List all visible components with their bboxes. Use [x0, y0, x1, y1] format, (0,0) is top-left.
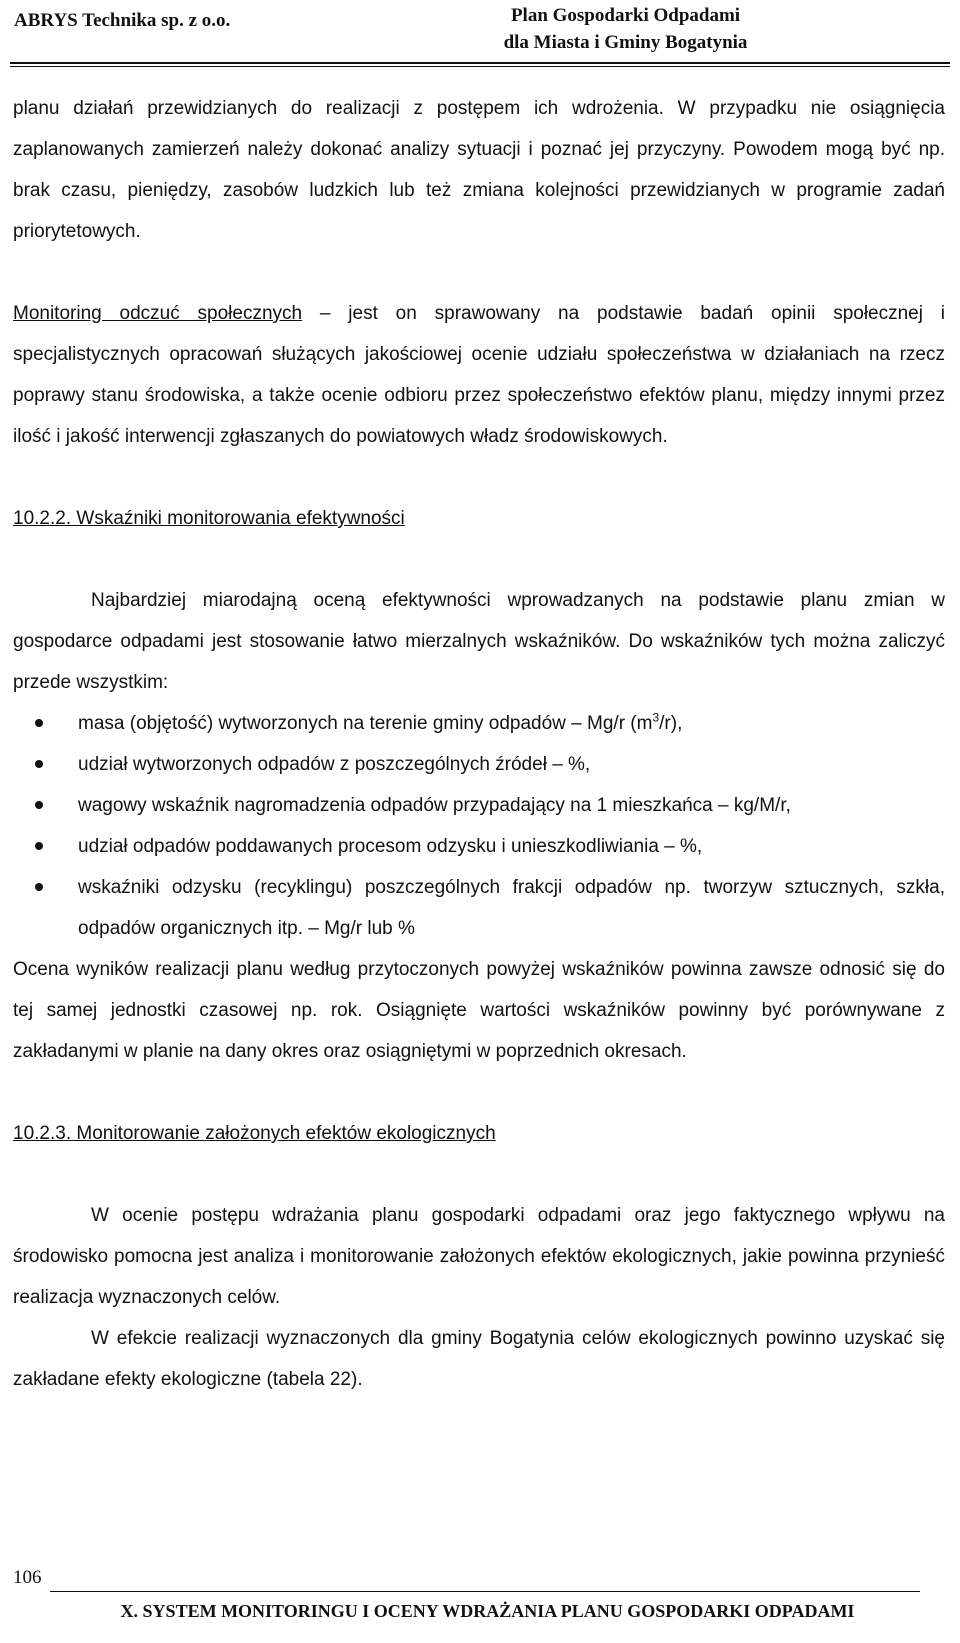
spacer — [13, 1072, 945, 1113]
footer-rule — [50, 1591, 920, 1592]
section-heading-text: 10.2.2. Wskaźniki monitorowania efektywności — [13, 508, 405, 529]
document-title-line-1: Plan Gospodarki Odpadami — [510, 5, 741, 26]
list-item — [13, 826, 945, 867]
list-item — [13, 703, 945, 744]
list-item-text: wagowy wskaźnik nagromadzenia odpadów przypadający na 1 mieszkańca – kg/M/r, — [78, 795, 791, 816]
bullet-icon — [35, 760, 43, 768]
section-heading-10-2-2 — [13, 498, 945, 539]
header-rule — [10, 62, 950, 64]
page-header — [0, 0, 960, 72]
document-title-line-2: dla Miasta i Gminy Bogatynia — [503, 32, 748, 53]
company-name: ABRYS Technika sp. z o.o. — [14, 10, 231, 31]
list-item-text: wskaźniki odzysku (recyklingu) poszczególnych frakcji odpadów np. tworzyw sztucznych, szkła, odpadów organicznych itp. – Mg/r lub % — [78, 877, 945, 939]
monitoring-paragraph — [13, 293, 945, 457]
bullet-icon — [35, 719, 43, 727]
header-rule-thin — [10, 66, 950, 67]
page-body — [13, 88, 945, 1400]
chapter-title: X. SYSTEM MONITORINGU I OCENY WDRAŻANIA PLANU GOSPODARKI ODPADAMI — [120, 1601, 855, 1621]
indicators-paragraph: Najbardziej miarodajną oceną efektywności wprowadzanych na podstawie planu zmian w gospodarce odpadami jest stosowanie łatwo mierzalnych wskaźników. Do wskaźników tych można zaliczyć przede wszystkim: — [13, 590, 945, 693]
spacer — [13, 1154, 945, 1195]
spacer — [13, 252, 945, 293]
list-item — [13, 867, 945, 949]
list-item-text: udział odpadów poddawanych procesom odzysku i unieszkodliwiania – %, — [78, 836, 703, 857]
superscript: 3 — [652, 710, 660, 725]
section-heading-10-2-3 — [13, 1113, 945, 1154]
effects-paragraph-1: W ocenie postępu wdrażania planu gospodarki odpadami oraz jego faktycznego wpływu na środowisko pomocna jest analiza i monitorowanie założonych efektów ekologicznych, jakie powinna przynieść realizacja wyznaczonych celów. — [13, 1205, 945, 1308]
intro-paragraph: planu działań przewidzianych do realizacji z postępem ich wdrożenia. W przypadku nie osiągnięcia zaplanowanych zamierzeń należy dokonać analizy sytuacji i poznać jej przyczyny. Powodem mogą być np. brak czasu, pieniędzy, zasobów ludzkich lub też zmiana kolejności przewidzianych w programie zadań priorytetowych. — [13, 98, 945, 242]
list-item-text: udział wytworzonych odpadów z poszczególnych źródeł – %, — [78, 754, 591, 775]
list-item — [13, 744, 945, 785]
monitoring-description: – jest on sprawowany na podstawie badań opinii społecznej i specjalistycznych opracowań służących jakościowej ocenie udziału społeczeństwa w działaniach na rzecz poprawy stanu środowiska, a także ocenie odbioru przez społeczeństwo efektów planu, między innymi przez ilość i jakość interwencji zgłaszanych do powiatowych władz środowiskowych. — [13, 303, 946, 447]
list-item-text: masa (objętość) wytworzonych na terenie gminy odpadów – Mg/r (m — [78, 713, 653, 734]
bullet-icon — [35, 883, 43, 891]
list-item — [13, 785, 945, 826]
list-item-text-end: /r), — [659, 713, 683, 734]
spacer — [13, 539, 945, 580]
spacer — [13, 457, 945, 498]
bullet-icon — [35, 842, 43, 850]
effects-paragraph-2: W efekcie realizacji wyznaczonych dla gminy Bogatynia celów ekologicznych powinno uzyskać się zakładane efekty ekologiczne (tabela 22). — [13, 1328, 945, 1390]
assessment-paragraph: Ocena wyników realizacji planu według przytoczonych powyżej wskaźników powinna zawsze odnosić się do tej samej jednostki czasowej np. rok. Osiągnięte wartości wskaźników powinny być porównywane z zakładanymi w planie na dany okres oraz osiągniętymi w poprzednich okresach. — [13, 959, 945, 1062]
indicators-list — [13, 703, 945, 949]
bullet-icon — [35, 801, 43, 809]
monitoring-term: Monitoring odczuć społecznych — [13, 303, 303, 324]
page-footer — [0, 1555, 960, 1643]
document-title — [478, 2, 773, 56]
page-number: 106 — [13, 1567, 42, 1588]
section-heading-text: 10.2.3. Monitorowanie założonych efektów ekologicznych — [13, 1123, 496, 1144]
